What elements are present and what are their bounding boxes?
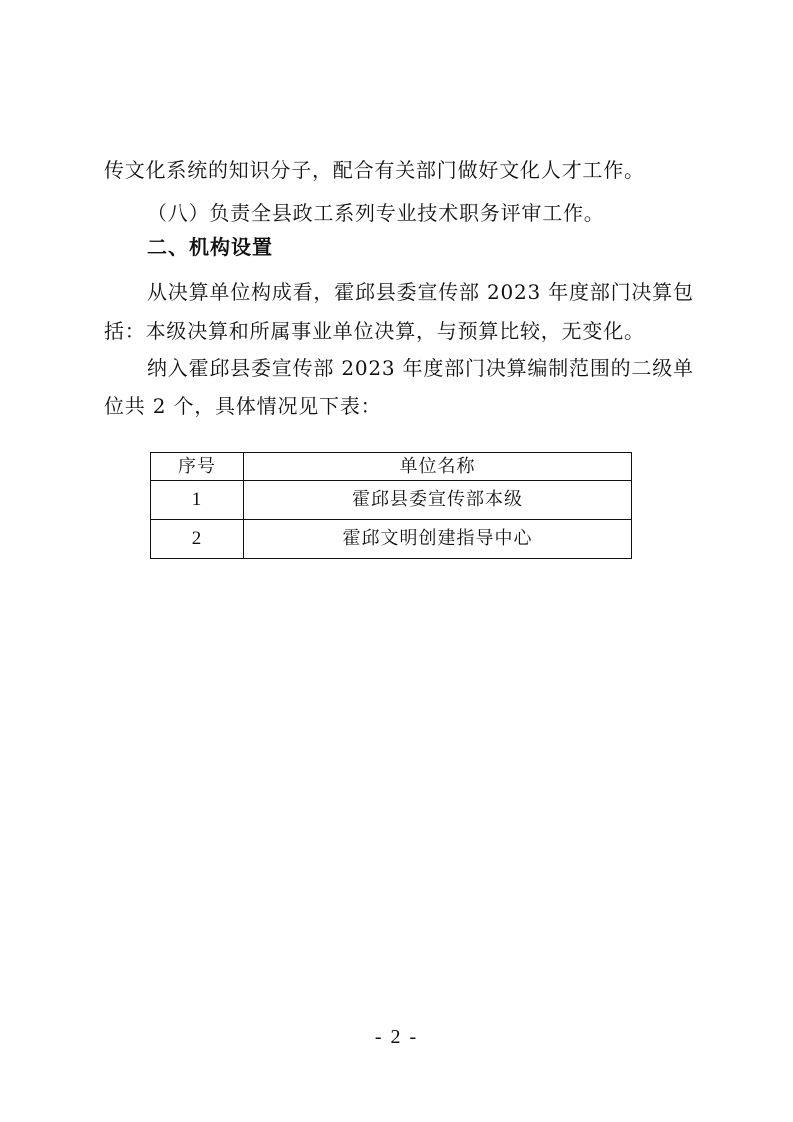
table-cell-unit-name: 霍邱文明创建指导中心 bbox=[244, 520, 632, 559]
paragraph-line: 括：本级决算和所属事业单位决算，与预算比较，无变化。 bbox=[104, 319, 645, 343]
table-cell-index: 1 bbox=[151, 481, 244, 520]
table-cell-index: 2 bbox=[151, 520, 244, 559]
table-header-row bbox=[151, 453, 632, 481]
page-number: - 2 - bbox=[374, 1026, 419, 1048]
section-heading: 二、机构设置 bbox=[147, 235, 273, 259]
table-row bbox=[151, 481, 632, 520]
table-row bbox=[151, 520, 632, 559]
paragraph-line: 从决算单位构成看，霍邱县委宣传部 2023 年度部门决算包 bbox=[147, 280, 694, 304]
paragraph-line: 位共 2 个，具体情况见下表： bbox=[104, 394, 382, 418]
paragraph-line: 传文化系统的知识分子，配合有关部门做好文化人才工作。 bbox=[104, 158, 645, 182]
paragraph-line: 纳入霍邱县委宣传部 2023 年度部门决算编制范围的二级单 bbox=[147, 356, 694, 380]
units-table bbox=[150, 452, 632, 559]
table-cell-unit-name: 霍邱县委宣传部本级 bbox=[244, 481, 632, 520]
column-header-index: 序号 bbox=[151, 453, 244, 481]
column-header-unit-name: 单位名称 bbox=[244, 453, 632, 481]
paragraph-line: （八）负责全县政工系列专业技术职务评审工作。 bbox=[147, 201, 605, 225]
